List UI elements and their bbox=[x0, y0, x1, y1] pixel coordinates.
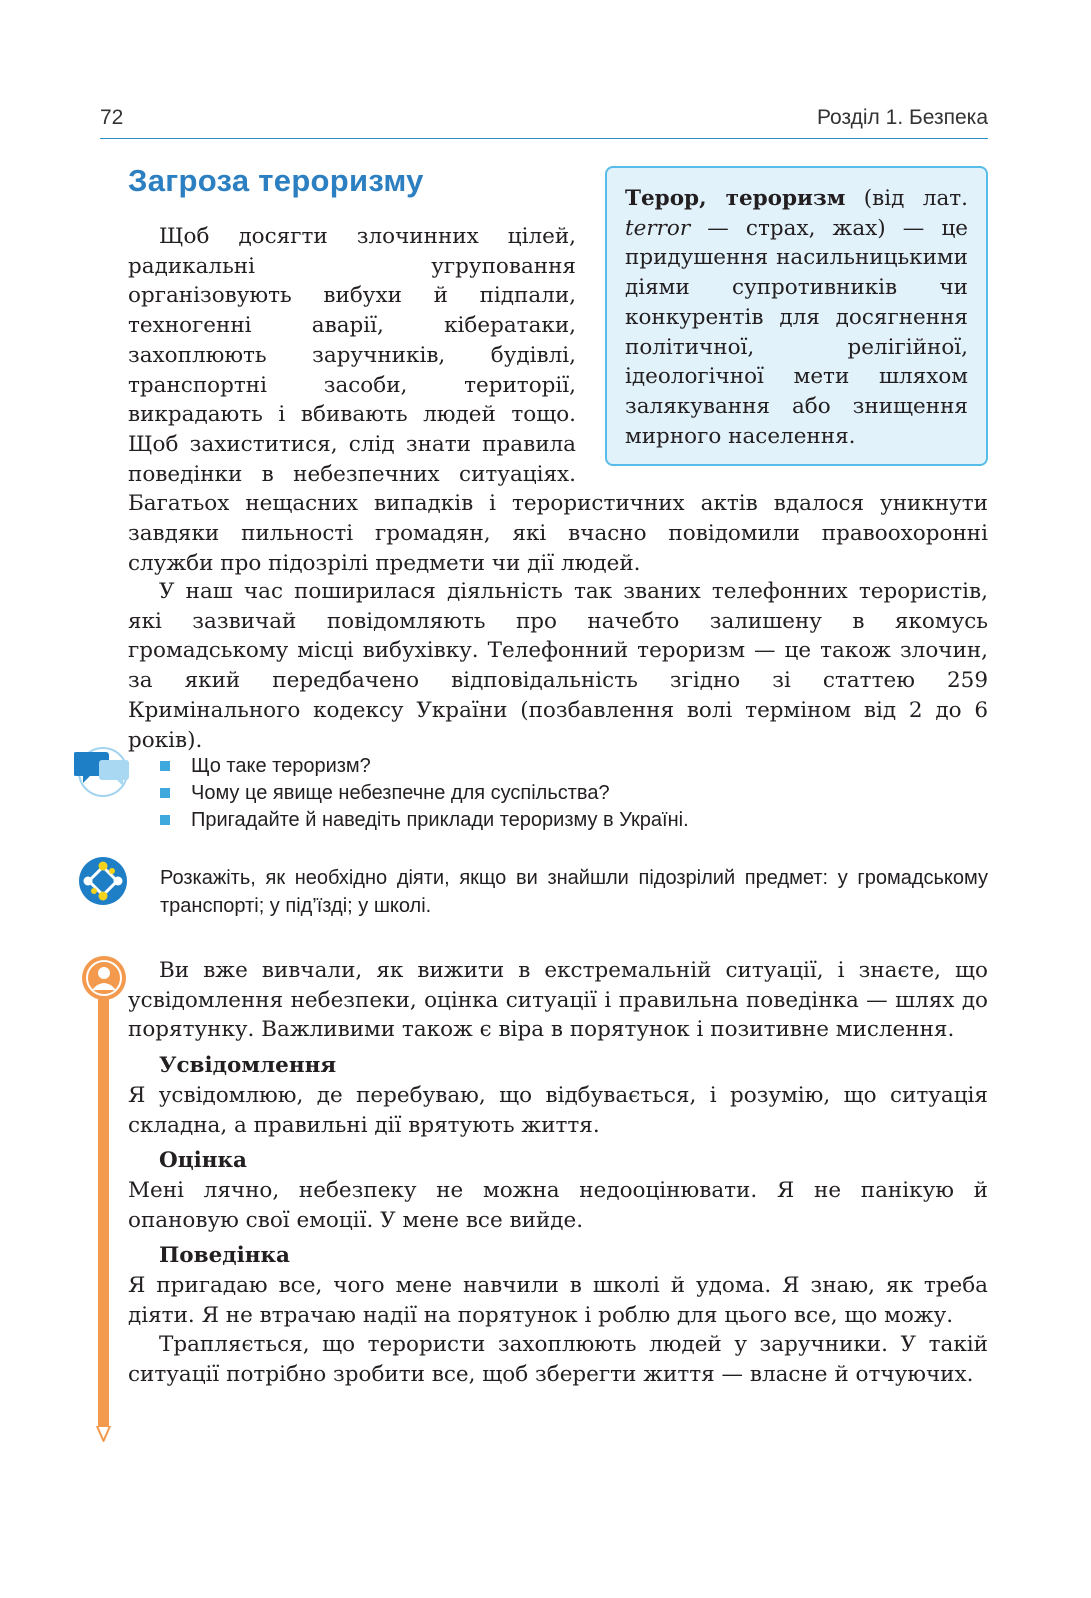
pencil-person-icon bbox=[80, 954, 128, 1002]
lower-section bbox=[128, 956, 988, 1390]
speech-bubbles-icon bbox=[74, 746, 130, 798]
section-title: Розділ 1. Безпека bbox=[816, 106, 988, 129]
question-item: Що таке тероризм? bbox=[160, 753, 689, 780]
assessment-text: Мені лячно, небезпеку не можна недооцінювати. Я не панікую й опановую свої емоції. У мене все вийде. bbox=[128, 1177, 988, 1233]
group-activity-icon bbox=[78, 856, 128, 906]
behavior-text: Я пригадаю все, чого мене навчили в школі й удома. Я знаю, як треба діяти. Я не втрачаю надії на порятунок і роблю для цього все, що можу. bbox=[128, 1273, 988, 1328]
page-number: 72 bbox=[100, 106, 124, 129]
question-item: Чому це явище небезпечне для суспільства? bbox=[160, 780, 689, 807]
subheading-awareness: Усвідомлення bbox=[159, 1053, 337, 1079]
pencil-bar bbox=[98, 990, 109, 1428]
definition-text: — страх, жах) — це придушення насильницькими діями супротивників чи конкурентів для досягнення політичної, релігійної, ідеологічної мети шляхом залякування або знищення мирного населення. bbox=[625, 215, 968, 449]
lower-intro: Ви вже вивчали, як вижити в екстремальній ситуації, і знаєте, що усвідомлення небезпеки, оцінка ситуації і правильна поведінка — шлях до порятунку. Важливими також є віра в порятунок і позитивне мислення. bbox=[128, 958, 988, 1043]
task-text: Розкажіть, як необхідно діяти, якщо ви знайшли підозрілий предмет: у громадському транспорті; у під’їзді; у школі. bbox=[160, 867, 988, 917]
definition-latin-word: terror bbox=[625, 215, 691, 241]
question-item: Пригадайте й наведіть приклади тероризму в Україні. bbox=[160, 807, 689, 834]
questions-list bbox=[160, 753, 689, 834]
subheading-behavior: Поведінка bbox=[159, 1243, 290, 1269]
paragraph-intro-text: Щоб досягти злочинних цілей, радикальні угруповання організовують вибухи й підпали, техногенні аварії, кібератаки, захоплюють заручників, будівлі, транспортні засоби, території, викрадають і вбивають людей тощо. Щоб захиститися, слід знати правила поведінки в небезпечних ситуаціях. Багатьох нещасних випадків і терористичних актів вдалося уникнути завдяки пильності громадян, які вчасно повідомили правоохоронні служби про підозрілі предмети чи дії людей. bbox=[128, 224, 988, 576]
definition-origin-prefix: (від лат. bbox=[845, 186, 968, 211]
page-title: Загроза тероризму bbox=[128, 163, 424, 198]
page-header bbox=[100, 106, 988, 139]
awareness-text: Я усвідомлюю, де перебуваю, що відбувається, і розумію, що ситуація складна, а правильні дії врятують життя. bbox=[128, 1082, 988, 1138]
lower-outro: Трапляється, що терористи захоплюють людей у заручники. У такій ситуації потрібно зробити все, щоб зберегти життя — власне й отчуючих. bbox=[128, 1332, 988, 1388]
definition-term: Терор, тероризм bbox=[625, 186, 846, 211]
subheading-assessment: Оцінка bbox=[159, 1148, 247, 1174]
paragraph-intro bbox=[128, 222, 988, 578]
pencil-tip-icon bbox=[96, 1426, 111, 1442]
paragraph-phone-terrorism: У наш час поширилася діяльність так званих телефонних терористів, які зазвичай повідомляють про начебто залишену в якомусь громадському місці вибухівку. Телефонний тероризм — це також злочин, за який передбачено відповідальність згідно зі статтею 259 Кримінального кодексу України (позбавлення волі терміном від 2 до 6 років). bbox=[128, 579, 988, 753]
